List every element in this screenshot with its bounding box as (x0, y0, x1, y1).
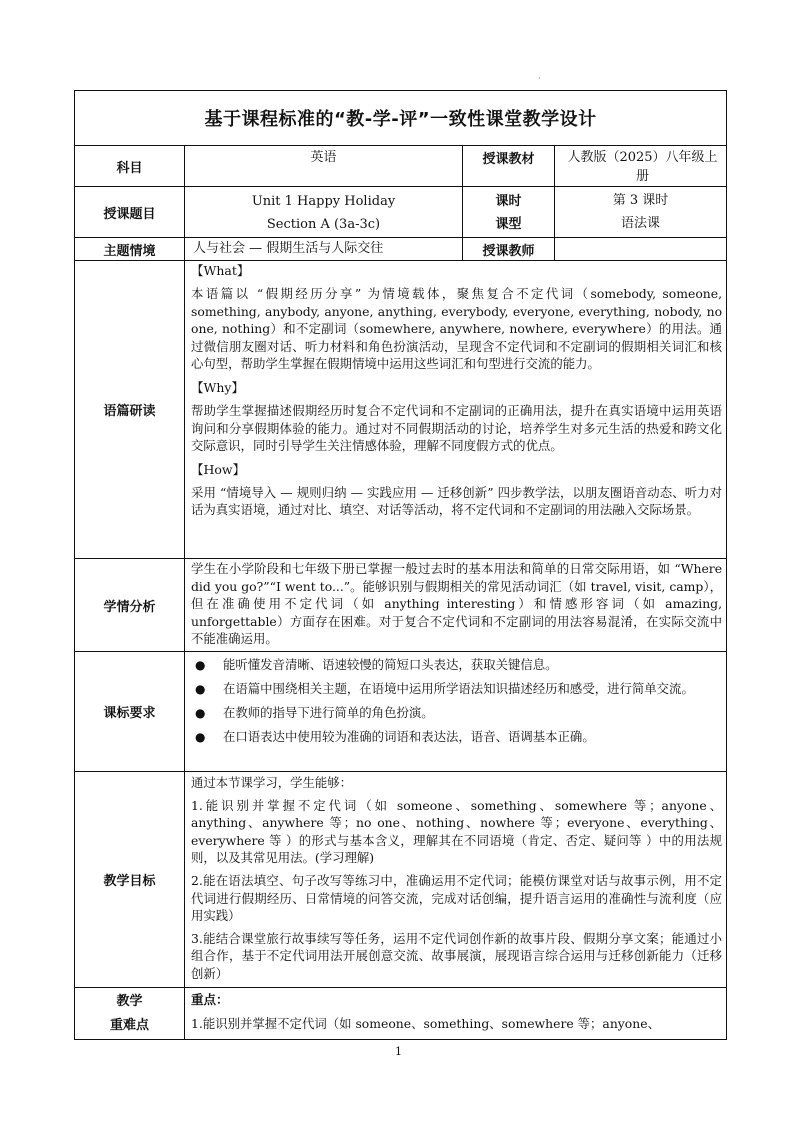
period-value (555, 187, 727, 238)
keypoints-label-2: 重难点 (109, 1017, 149, 1033)
theme-value: 人与社会 — 假期生活与人际交往 (185, 238, 463, 261)
period-label (463, 187, 555, 238)
keypoints-heading: 重点： (191, 992, 229, 1007)
objective-item: 3.能结合课堂旅行故事续写等任务，运用不定代词创作新的故事片段、假期分享文案；能通过小组合作，基于不定代词用法开展创意交流、故事展演，展现语言综合运用与迁移创新能力（迁移创新） (191, 930, 723, 981)
standards-row (75, 652, 727, 772)
subject-value: 英语 (185, 146, 463, 187)
document-title: 基于课程标准的“教-学-评”一致性课堂教学设计 (75, 91, 727, 146)
topic-row (75, 187, 727, 238)
header-dot: · (538, 74, 541, 83)
why-heading: 【Why】 (191, 379, 244, 395)
standards-content (185, 652, 727, 772)
standard-item (185, 704, 726, 722)
objective-item: 2.能在语法填空、句子改写等练习中，准确运用不定代词；能模仿课堂对话与故事示例，用不定代词进行假期经历、日常情境的问答交流，完成对话创编，提升语言运用的准确性与流利度（应用实践） (191, 872, 723, 924)
students-text: 学生在小学阶段和七年级下册已掌握一般过去时的基本用法和简单的日常交际用语，如 “Where did you go?”“I went to...”。能够识别与假期相关的常见活动词汇（如 travel, visit, camp），但在准确使用不定代词（如 anything interesting）和情感形容词（如 amazing, unforgettable）方面存在困难。对于复合不定代词和不定副词的用法容易混淆，在实际交流中不能准确运用。 (191, 561, 723, 647)
objectives-label: 教学目标 (75, 772, 185, 988)
objectives-row (75, 772, 727, 988)
analysis-row (75, 261, 727, 559)
standard-item (185, 656, 726, 674)
how-text: 采用 “情境导入 — 规则归纳 — 实践应用 — 迁移创新” 四步教学法，以朋友圈语音动态、听力对话为真实语境，通过对比、填空、对话等活动，将不定代词和不定副词的用法融入交际场景。 (191, 484, 723, 518)
students-row (75, 559, 727, 652)
topic-line-2: Section A (3a-3c) (266, 217, 381, 232)
standard-item (185, 728, 726, 746)
keypoint-item: 1.能识别并掌握不定代词（如 someone、something、somewhere 等；anyone、 (191, 1016, 660, 1031)
students-content (185, 559, 727, 652)
bullet-icon: ● (195, 682, 206, 696)
why-text: 帮助学生掌握描述假期经历时复合不定代词和不定副词的正确用法，提升在真实语境中运用英语询问和分享假期体验的能力。通过对不同假期活动的讨论，培养学生对多元生活的热爱和跨文化交际意识，同时引导学生关注情感体验，理解不同度假方式的优点。 (191, 402, 723, 454)
standards-label: 课标要求 (75, 652, 185, 772)
topic-value (185, 187, 463, 238)
students-label: 学情分析 (75, 559, 185, 652)
textbook-value: 人教版（2025）八年级上册 (555, 146, 727, 187)
keypoints-content (185, 988, 727, 1040)
title-row (75, 91, 727, 146)
period-label-1: 课时 (495, 194, 522, 209)
what-heading: 【What】 (191, 263, 250, 278)
theme-label: 主题情境 (75, 238, 185, 261)
theme-row (75, 238, 727, 261)
standard-text: 在口语表达中使用较为准确的词语和表达法，语音、语调基本正确。 (223, 729, 595, 744)
teacher-value (555, 238, 727, 261)
standard-text: 在教师的指导下进行简单的角色扮演。 (223, 705, 434, 720)
lesson-plan-table (74, 90, 727, 1040)
keypoints-label-1: 教学 (116, 993, 143, 1009)
page-number: 1 (395, 1045, 402, 1058)
what-text: 本语篇以 “假期经历分享” 为情境载体，聚焦复合不定代词（somebody, someone, something, anybody, anyone, anything, everybody, everyone, everything, nobody, no one, nothing）和不定副词（somewhere, anywhere, nowhere, everywhere）的用法。通过微信朋友圈对话、听力材料和角色扮演活动，呈现含不定代词和不定副词的假期相关词汇和核心句型，帮助学生掌握在假期情境中运用这些词汇和句型进行交流的能力。 (191, 286, 723, 372)
bullet-icon: ● (195, 730, 206, 744)
bullet-icon: ● (195, 658, 206, 672)
analysis-label: 语篇研读 (75, 261, 185, 559)
subject-label: 科目 (75, 146, 185, 187)
how-heading: 【How】 (191, 461, 246, 477)
objectives-content (185, 772, 727, 988)
standard-text: 能听懂发音清晰、语速较慢的简短口头表达，获取关键信息。 (223, 657, 558, 672)
topic-label: 授课题目 (75, 187, 185, 238)
keypoints-row (75, 988, 727, 1040)
bullet-icon: ● (195, 706, 206, 720)
lesson-type: 语法课 (621, 216, 661, 231)
standard-text: 在语篇中围绕相关主题，在语境中运用所学语法知识描述经历和感受，进行简单交流。 (223, 681, 694, 696)
textbook-label: 授课教材 (463, 146, 555, 187)
objective-item: 1.能识别并掌握不定代词（如 someone、something、somewhere 等；anyone、anything、anywhere 等；no one、nothing、nowhere 等；everyone、everything、everywhere 等 ）的形式与基本含义，理解其在不同语境（肯定、否定、疑问等 ）中的用法规则，以及其常见用法。(学习理解) (191, 797, 723, 866)
period-label-2: 课型 (495, 217, 522, 232)
subject-row (75, 146, 727, 187)
keypoints-label (75, 988, 185, 1040)
analysis-content (185, 261, 727, 559)
teacher-label: 授课教师 (463, 238, 555, 261)
standard-item (185, 680, 726, 698)
period-number: 第 3 课时 (612, 193, 669, 208)
topic-line-1: Unit 1 Happy Holiday (251, 194, 396, 209)
objectives-intro: 通过本节课学习，学生能够： (191, 775, 353, 790)
